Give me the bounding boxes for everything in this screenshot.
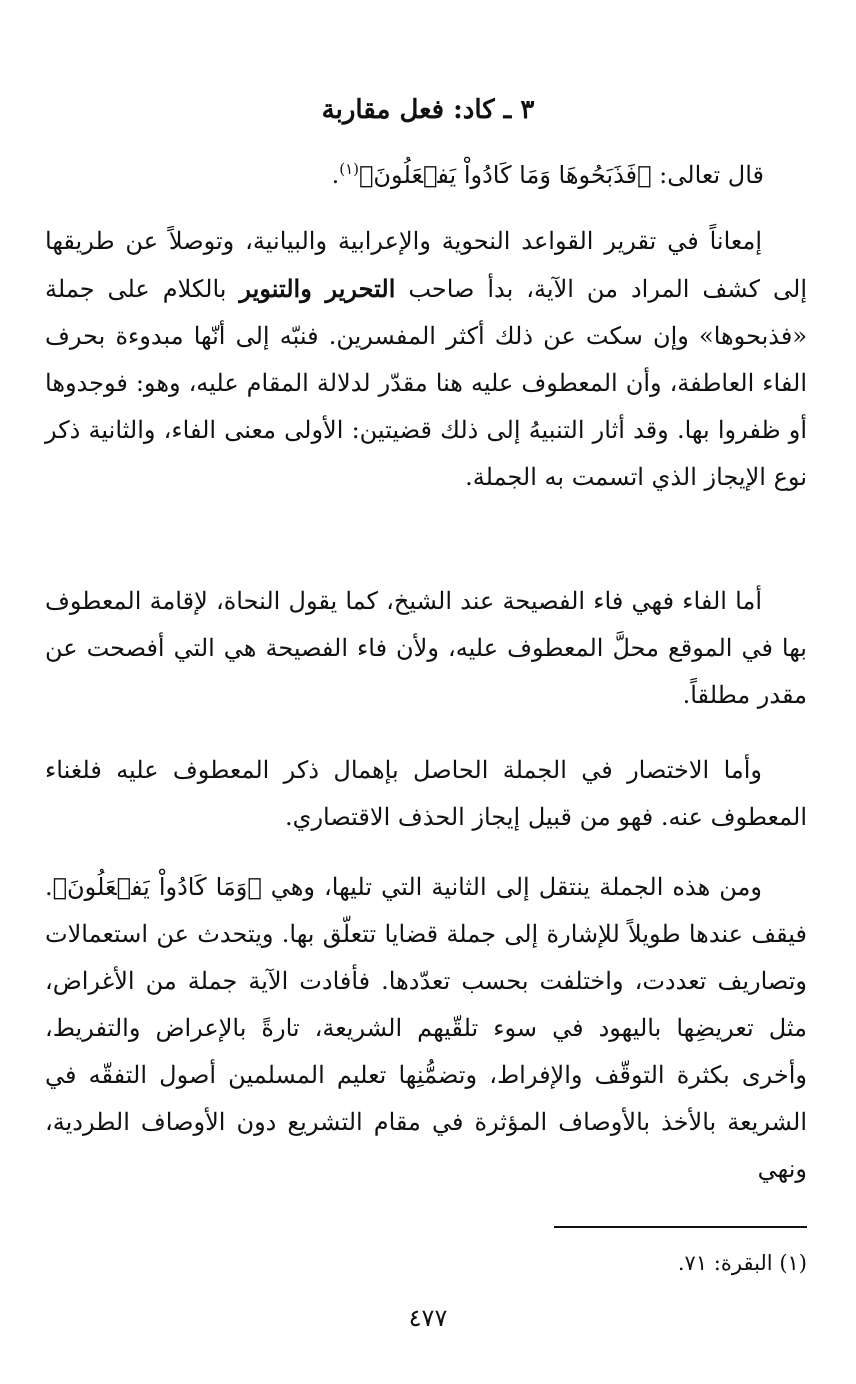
paragraph-4 [45,864,807,1193]
verse-end: . [331,161,340,189]
paragraph-4-part-2: . فيقف عندها طويلاً للإشارة إلى جملة قضايا تتعلّق بها. ويتحدث عن استعمالات وتصاريف تعددت، واختلفت بحسب تعدّدها. فأفادت الآية جملة من الأغراض، مثل تعريضِها باليهود في سوء تلقّيهم الشريعة، تارةً بالإعراض والتفريط، وأخرى بكثرة التوقّف والإفراط، وتضمُّنِها تعليم المسلمين أصول التفقّه في الشريعة بالأخذ بالأوصاف المؤثرة في مقام التشريع دون الأوصاف الطردية، ونهي [45,873,807,1183]
footnote-reference: (١) [339,160,360,178]
quran-verse: ﴿فَذَبَحُوهَا وَمَا كَادُواْ يَفۡعَلُونَ﴾ [359,161,652,189]
paragraph-3: وأما الاختصار في الجملة الحاصل بإهمال ذكر المعطوف عليه فلغناء المعطوف عنه. فهو من قبيل إيجاز الحذف الاقتصاري. [45,756,807,831]
page-number: ٤٧٧ [408,1304,448,1332]
paragraph-2: أما الفاء فهي فاء الفصيحة عند الشيخ، كما يقول النحاة، لإقامة المعطوف بها في الموقع محلَّ المعطوف عليه، ولأن فاء الفصيحة هي التي أفصحت عن مقدر مطلقاً. [45,587,807,709]
footnote: (١) البقرة: ٧١. [677,1251,807,1275]
book-title: التحرير والتنوير [239,274,396,303]
verse-intro: قال تعالى: [651,161,764,189]
quran-quote: ﴿وَمَا كَادُواْ يَفۡعَلُونَ﴾ [52,873,262,901]
paragraph-4-part-1: ومن هذه الجملة ينتقل إلى الثانية التي تليها، وهي [261,873,762,901]
paragraph-1 [45,218,807,501]
verse-line [74,150,764,200]
section-heading: ٣ ـ كاد: فعل مقاربة [321,95,535,125]
footnote-separator [554,1226,807,1228]
paragraph-1-part-1: إمعاناً في تقرير القواعد النحوية والإعرابية والبيانية، وتوصلاً عن طريقها إلى كشف المراد من الآية، بدأ صاحب [45,227,808,303]
paragraph-1-part-2: بالكلام على جملة «فذبحوها» وإن سكت عن ذلك أكثر المفسرين. فنبّه إلى أنّها مبدوءة بحرف الفاء العاطفة، وأن المعطوف عليه هنا مقدّر لدلالة المقام عليه، وهو: فوجدوها أو ظفروا بها. وقد أثار التنبيهُ إلى ذلك قضيتين: الأولى معنى الفاء، والثانية ذكر نوع الإيجاز الذي اتسمت به الجملة. [45,275,807,491]
